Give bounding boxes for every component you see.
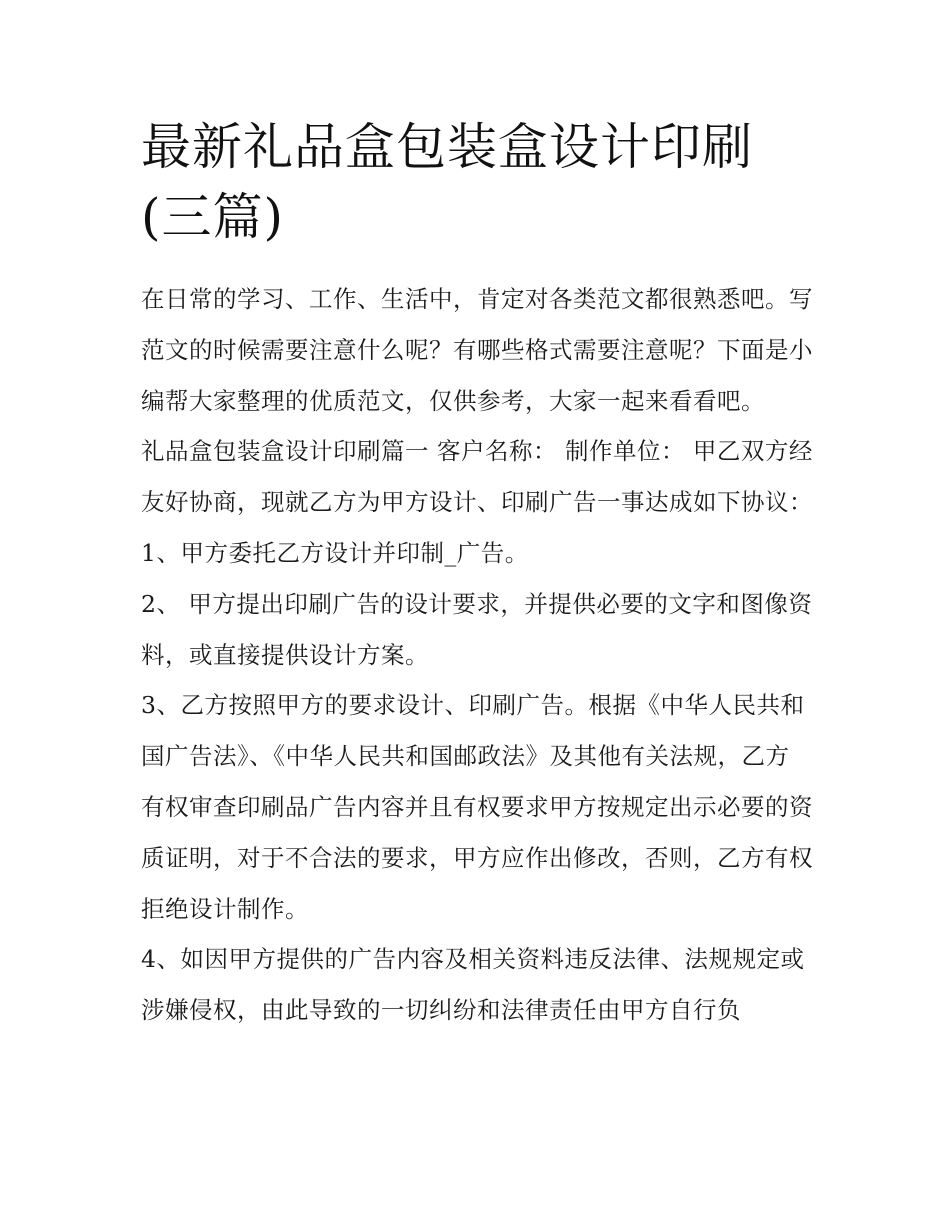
document-body — [141, 274, 813, 1036]
document-content — [141, 112, 813, 1036]
paragraph-intro: 在日常的学习、工作、生活中，肯定对各类范文都很熟悉吧。写范文的时候需要注意什么呢？有哪些格式需要注意呢？下面是小编帮大家整理的优质范文，仅供参考，大家一起来看看吧。 — [141, 285, 813, 415]
paragraph-section-one: 礼品盒包装盒设计印刷篇一 客户名称： 制作单位： 甲乙双方经友好协商，现就乙方为甲方设计、印刷广告一事达成如下协议： 1、甲方委托乙方设计并印制_广告。 — [141, 437, 813, 567]
paragraph-clause-2: 2、 甲方提出印刷广告的设计要求，并提供必要的文字和图像资料，或直接提供设计方案。 — [141, 589, 813, 669]
paragraph-clause-3: 3、乙方按照甲方的要求设计、印刷广告。根据《中华人民共和国广告法》、《中华人民共和国邮政法》及其他有关法规，乙方有权审查印刷品广告内容并且有权要求甲方按规定出示必要的资质证明，对于不合法的要求，甲方应作出修改，否则，乙方有权拒绝设计制作。 — [141, 691, 813, 923]
document-title: 最新礼品盒包装盒设计印刷(三篇) — [141, 118, 753, 246]
paragraph-clause-4: 4、如因甲方提供的广告内容及相关资料违反法律、法规规定或涉嫌侵权，由此导致的一切纠纷和法律责任由甲方自行负 — [141, 945, 805, 1025]
